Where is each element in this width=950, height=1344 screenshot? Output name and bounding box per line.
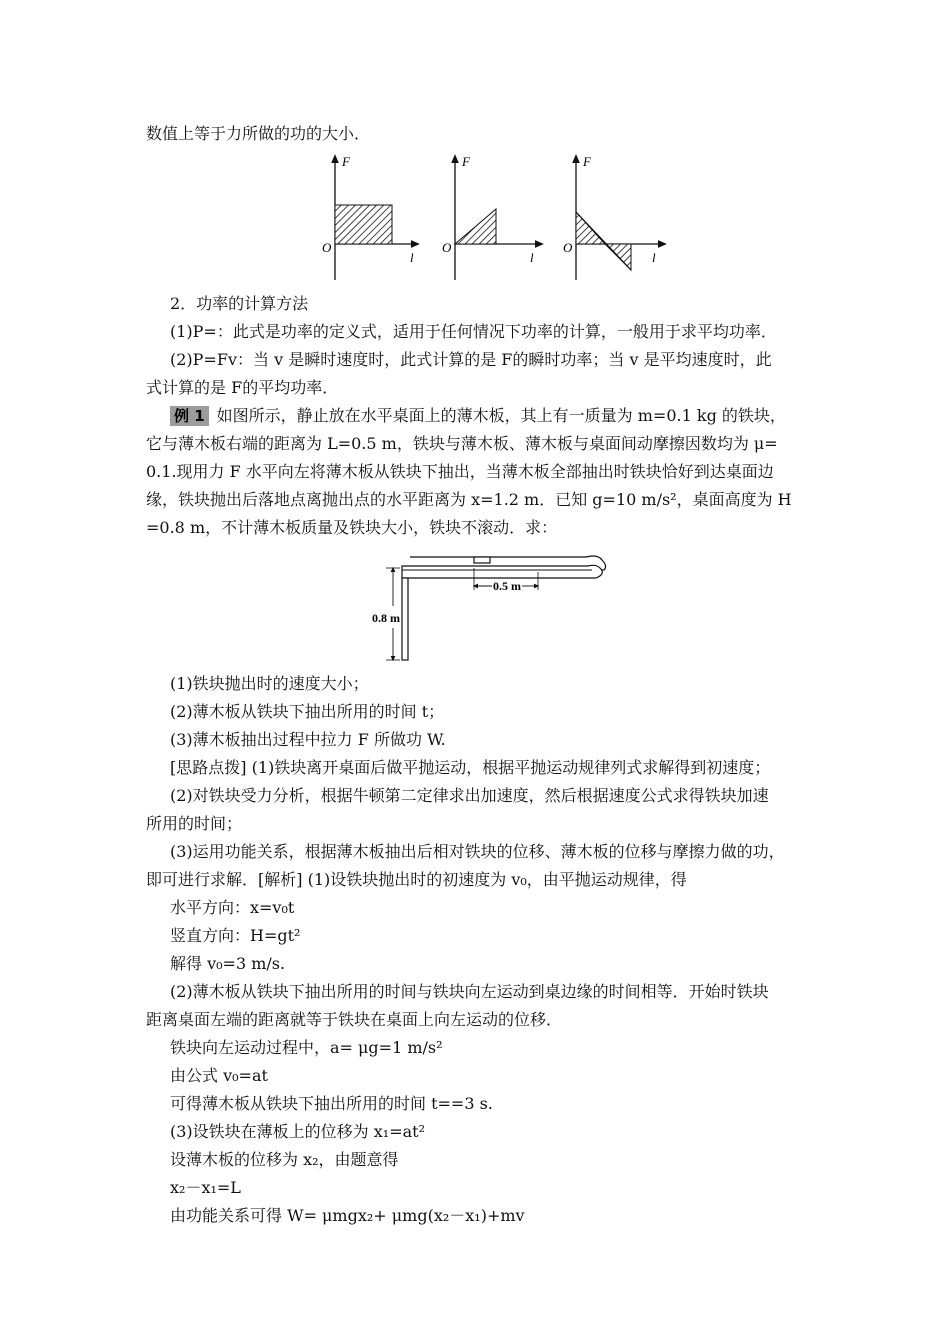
graph-reversing-force xyxy=(563,154,663,280)
text-line-17: (3)运用功能关系，根据薄木板抽出后相对铁块的位移、薄木板的位移与摩擦力做的功， xyxy=(170,842,785,861)
text-line-6: 如图所示，静止放在水平桌面上的薄木板，其上有一质量为 m=0.1 kg 的铁块， xyxy=(216,406,786,425)
graph2-x-label: l xyxy=(530,250,534,265)
table-board-diagram xyxy=(366,548,616,663)
graph3-origin-label: O xyxy=(563,240,573,255)
text-line-3: (1)P=：此式是功率的定义式，适用于任何情况下功率的计算，一般用于求平均功率． xyxy=(170,322,777,341)
text-line-10: =0.8 m，不计薄木板质量及铁块大小，铁块不滚动．求： xyxy=(146,518,558,537)
text-line-18: 即可进行求解．[解析] (1)设铁块抛出时的初速度为 v₀，由平抛运动规律，得 xyxy=(146,870,687,889)
graph2-origin-label: O xyxy=(442,240,452,255)
text-line-29: x₂－x₁=L xyxy=(170,1178,241,1197)
graph1-x-label: l xyxy=(410,250,414,265)
text-line-2: 2．功率的计算方法 xyxy=(170,294,309,313)
text-line-25: 由公式 v₀=at xyxy=(170,1066,268,1085)
text-line-20: 竖直方向：H=gt² xyxy=(170,926,301,945)
text-line-24: 铁块向左运动过程中，a= μg=1 m/s² xyxy=(170,1038,443,1057)
text-line-23: 距离桌面左端的距离就等于铁块在桌面上向左运动的位移． xyxy=(146,1010,563,1029)
graph3-y-label: F xyxy=(583,154,591,169)
text-line-28: 设薄木板的位移为 x₂，由题意得 xyxy=(170,1150,399,1169)
force-displacement-graphs xyxy=(318,150,678,285)
text-line-15: (2)对铁块受力分析，根据牛顿第二定律求出加速度，然后根据速度公式求得铁块加速 xyxy=(170,786,769,805)
example-intro-line xyxy=(170,406,786,426)
text-line-5: 式计算的是 F的平均功率． xyxy=(146,378,339,397)
text-line-13: (3)薄木板抽出过程中拉力 F 所做功 W. xyxy=(170,730,446,749)
height-label: 0.8 m xyxy=(372,611,400,625)
text-line-7: 它与薄木板右端的距离为 L=0.5 m，铁块与薄木板、薄木板与桌面间动摩擦因数均为 μ= xyxy=(146,434,778,453)
text-line-22: (2)薄木板从铁块下抽出所用的时间与铁块向左运动到桌边缘的时间相等．开始时铁块 xyxy=(170,982,769,1001)
graph1-y-label: F xyxy=(342,154,350,169)
text-line-27: (3)设铁块在薄板上的位移为 x₁=at² xyxy=(170,1122,425,1141)
graph-linear-force xyxy=(442,154,540,280)
text-line-9: 缘，铁块抛出后落地点离抛出点的水平距离为 x=1.2 m．已知 g=10 m/s²，桌面高度为 H xyxy=(146,490,792,509)
text-line-30: 由功能关系可得 W= μmgx₂+ μmg(x₂－x₁)+mv xyxy=(170,1206,525,1225)
text-line-14: [思路点拨] (1)铁块离开桌面后做平抛运动，根据平抛运动规律列式求解得到初速度； xyxy=(170,758,771,777)
graph2-y-label: F xyxy=(462,154,470,169)
text-line-19: 水平方向：x=v₀t xyxy=(170,898,295,917)
text-line-8: 0.1.现用力 F 水平向左将薄木板从铁块下抽出，当薄木板全部抽出时铁块恰好到达桌面边 xyxy=(146,462,774,481)
text-line-21: 解得 v₀=3 m/s. xyxy=(170,954,286,973)
text-line-12: (2)薄木板从铁块下抽出所用的时间 t； xyxy=(170,702,445,721)
graph-constant-force xyxy=(322,154,416,280)
text-line-4: (2)P=Fv：当 v 是瞬时速度时，此式计算的是 F的瞬时功率；当 v 是平均速度时，此 xyxy=(170,350,772,369)
text-line-1: 数值上等于力所做的功的大小． xyxy=(146,124,371,143)
text-line-26: 可得薄木板从铁块下抽出所用的时间 t==3 s. xyxy=(170,1094,493,1113)
length-label: 0.5 m xyxy=(493,579,521,593)
graph1-origin-label: O xyxy=(322,240,332,255)
text-line-11: (1)铁块抛出时的速度大小； xyxy=(170,674,369,693)
graph3-x-label: l xyxy=(652,250,656,265)
example-badge: 例 1 xyxy=(170,406,209,426)
text-line-16: 所用的时间； xyxy=(146,814,243,833)
